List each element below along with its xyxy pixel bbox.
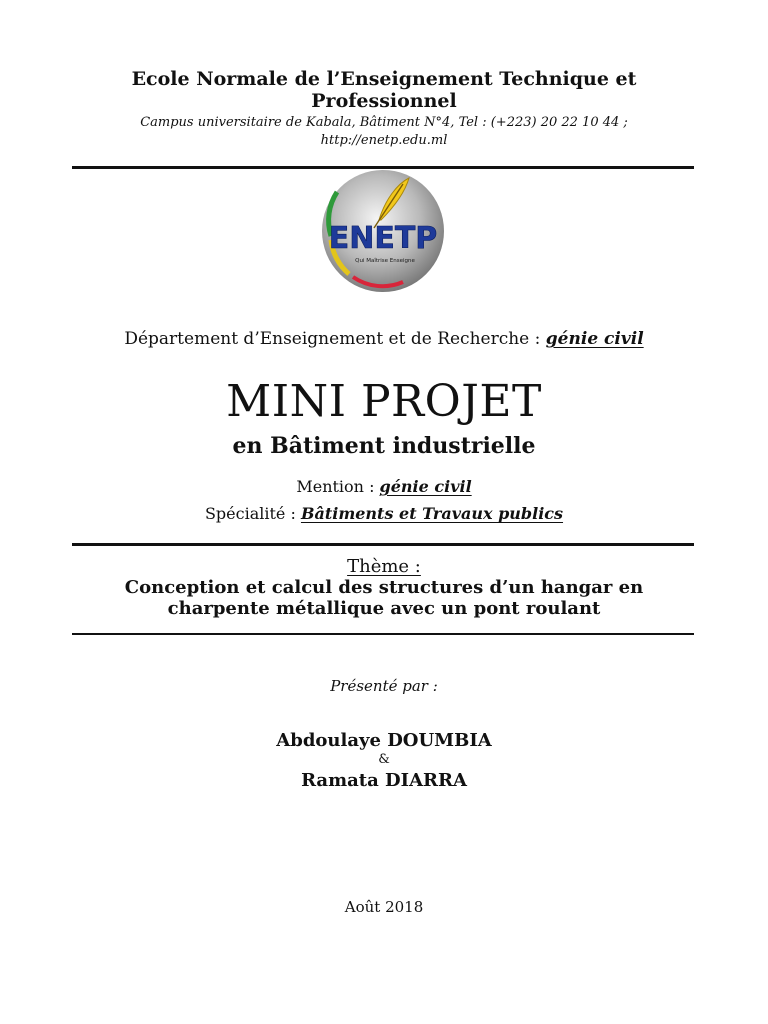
- mention-line: [0, 477, 768, 496]
- author-separator: &: [378, 752, 390, 767]
- header-divider: [72, 166, 694, 169]
- document-title: MINI PROJET: [226, 376, 542, 427]
- theme-bottom-divider: [72, 633, 694, 635]
- theme-top-divider: [72, 543, 694, 546]
- document-date: Août 2018: [344, 898, 424, 916]
- department-label: Département d’Enseignement et de Recherche :: [124, 329, 546, 349]
- specialite-line: [0, 504, 768, 523]
- website-link[interactable]: http://enetp.edu.ml: [320, 133, 448, 148]
- address-line: Campus universitaire de Kabala, Bâtiment N°4, Tel : (+223) 20 22 10 44 ;: [140, 115, 628, 130]
- school-address: [0, 114, 768, 150]
- document-subtitle: en Bâtiment industrielle: [232, 433, 536, 459]
- school-name: [0, 68, 768, 112]
- author-name-1: Abdoulaye DOUMBIA: [276, 730, 492, 751]
- logo-wordmark: ENETP: [328, 221, 438, 256]
- department-value: génie civil: [545, 329, 644, 349]
- school-name-line2: Professionnel: [311, 90, 457, 112]
- theme-line2: charpente métallique avec un pont roulant: [167, 598, 601, 619]
- theme-label: Thème :: [347, 556, 421, 577]
- presented-by-label: Présenté par :: [330, 677, 438, 695]
- mention-value: génie civil: [379, 477, 472, 496]
- theme-text: [0, 577, 768, 619]
- mention-label: Mention :: [296, 477, 380, 496]
- theme-line1: Conception et calcul des structures d’un hangar en: [124, 577, 644, 598]
- specialite-value: Bâtiments et Travaux publics: [300, 504, 564, 523]
- school-name-line1: Ecole Normale de l’Enseignement Technique et: [131, 68, 637, 90]
- logo-tagline: Qui Maîtrise Enseigne: [355, 258, 415, 264]
- author-name-2: Ramata DIARRA: [301, 770, 467, 791]
- specialite-label: Spécialité :: [204, 504, 301, 523]
- department-line: [0, 329, 768, 349]
- enetp-logo: [319, 170, 447, 294]
